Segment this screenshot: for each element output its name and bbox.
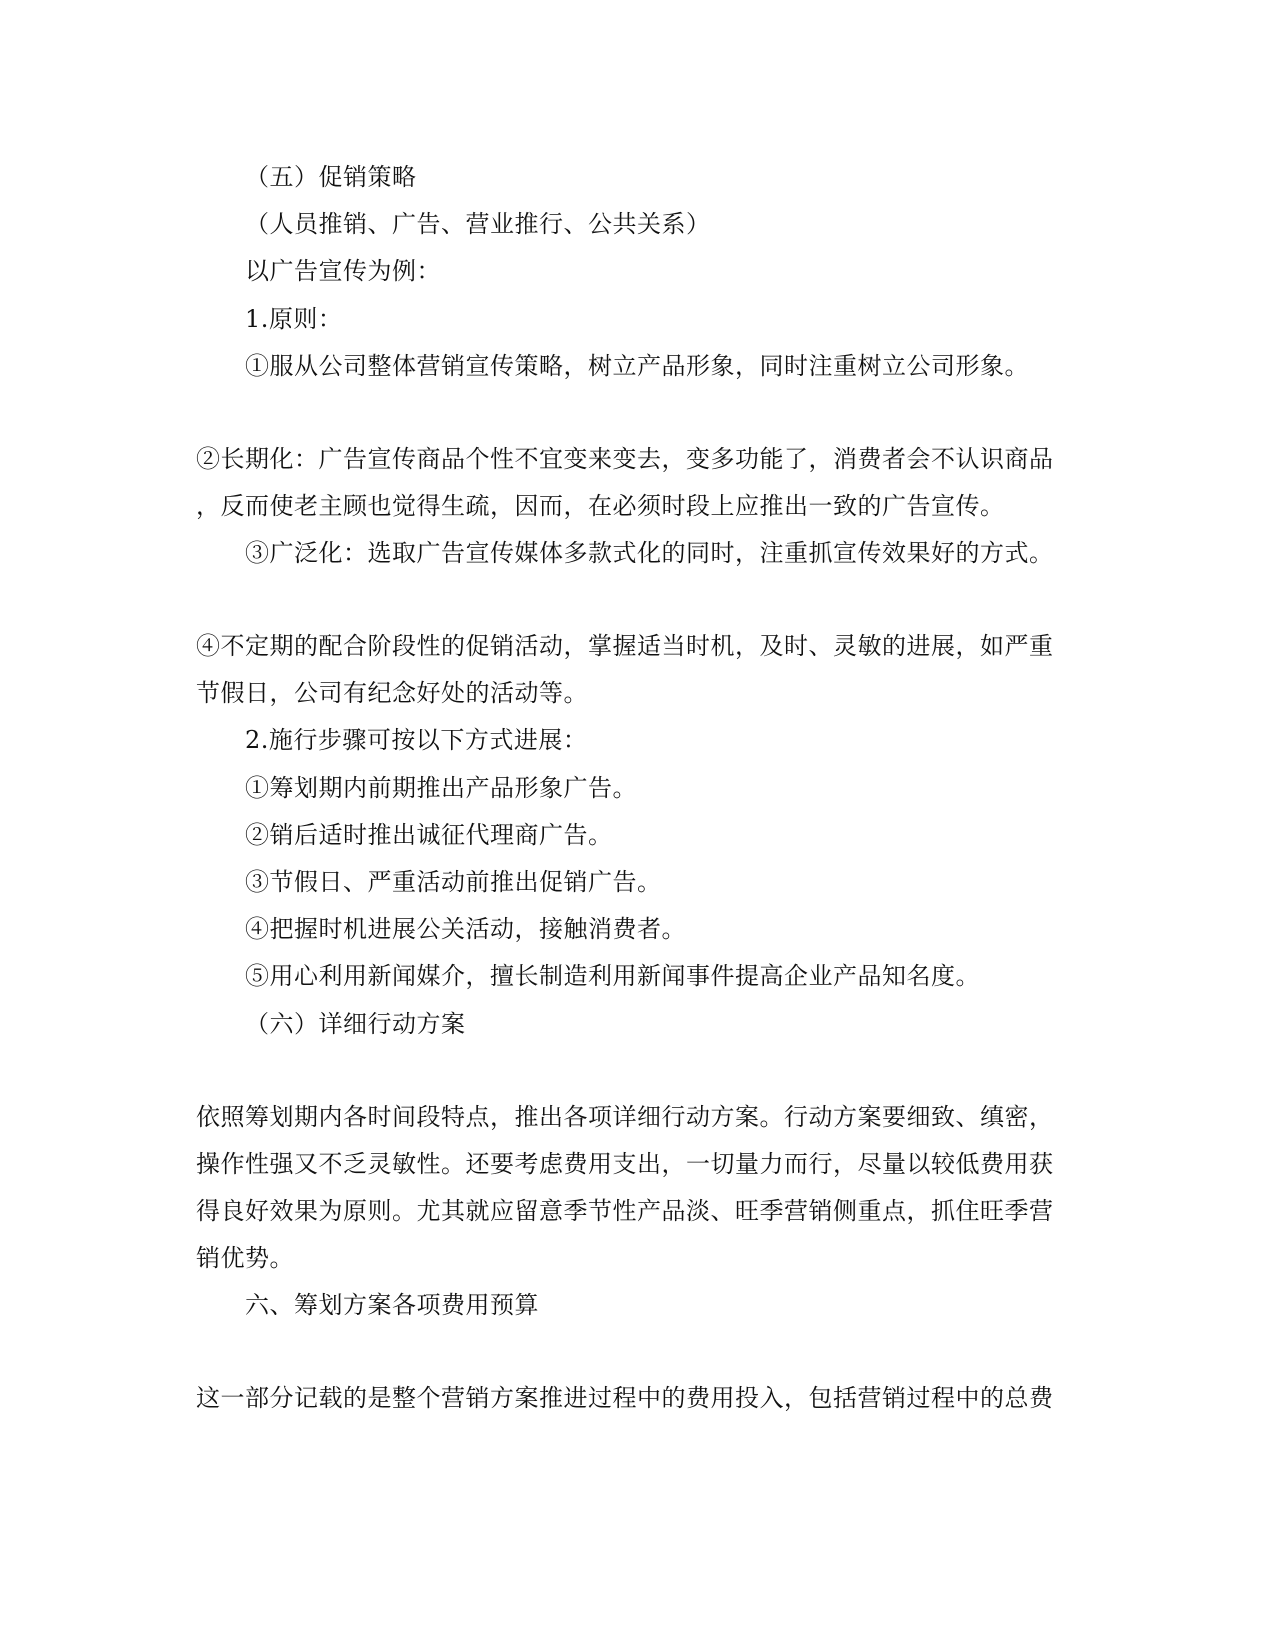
paragraph-line: 节假日，公司有纪念好处的活动等。: [196, 679, 588, 707]
list-item: ①服从公司整体营销宣传策略，树立产品形象，同时注重树立公司形象。: [245, 352, 1029, 380]
paragraph-line: 依照筹划期内各时间段特点，推出各项详细行动方案。行动方案要细致、缜密，: [196, 1103, 1054, 1131]
paragraph-line: 以广告宣传为例：: [245, 257, 441, 285]
list-item: ②销后适时推出诚征代理商广告。: [245, 821, 613, 849]
paragraph-line: ，反而使老主顾也觉得生疏，因而，在必须时段上应推出一致的广告宣传。: [196, 492, 1005, 520]
section-heading-promotion-strategy: （五）促销策略: [245, 163, 417, 191]
numbered-heading-principles: 1.原则：: [245, 305, 343, 333]
list-item: ③节假日、严重活动前推出促销广告。: [245, 868, 662, 896]
paragraph-line: 操作性强又不乏灵敏性。还要考虑费用支出，一切量力而行，尽量以较低费用获: [196, 1150, 1054, 1178]
list-item: ⑤用心利用新闻媒介，擅长制造利用新闻事件提高企业产品知名度。: [245, 962, 980, 990]
list-item: ④把握时机进展公关活动，接触消费者。: [245, 915, 686, 943]
paragraph-line: （人员推销、广告、营业推行、公共关系）: [245, 210, 711, 238]
list-item: ③广泛化：选取广告宣传媒体多款式化的同时，注重抓宣传效果好的方式。: [245, 539, 1054, 567]
paragraph-line: 这一部分记载的是整个营销方案推进过程中的费用投入，包括营销过程中的总费: [196, 1384, 1054, 1412]
paragraph-line: 得良好效果为原则。尤其就应留意季节性产品淡、旺季营销侧重点，抓住旺季营: [196, 1197, 1054, 1225]
section-heading-action-plan: （六）详细行动方案: [245, 1010, 466, 1038]
list-item: ④不定期的配合阶段性的促销活动，掌握适当时机，及时、灵敏的进展，如严重: [196, 632, 1054, 660]
paragraph-line: 销优势。: [196, 1244, 294, 1272]
section-heading-budget: 六、筹划方案各项费用预算: [245, 1291, 539, 1319]
numbered-heading-steps: 2.施行步骤可按以下方式进展：: [245, 726, 588, 754]
list-item: ①筹划期内前期推出产品形象广告。: [245, 774, 637, 802]
list-item: ②长期化：广告宣传商品个性不宜变来变去，变多功能了，消费者会不认识商品: [196, 445, 1054, 473]
